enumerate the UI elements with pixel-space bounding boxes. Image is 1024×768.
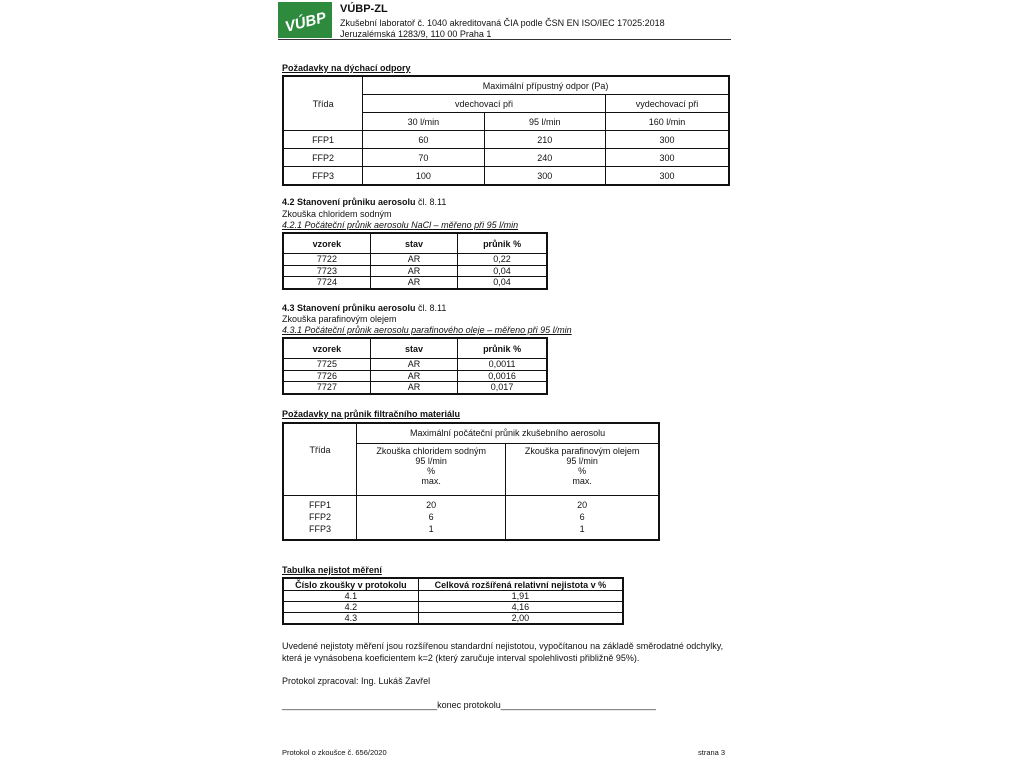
section-4-3-1-caption: 4.3.1 Počáteční průnik aerosolu parafinového oleje – měřeno při 95 l/min — [282, 325, 572, 335]
header-sample: vzorek — [283, 338, 370, 359]
table-row — [283, 359, 547, 371]
table-cell — [283, 113, 363, 131]
table-row — [283, 602, 623, 613]
header-nacl-test: Zkouška chloridem sodným 95 l/min % max. — [357, 443, 506, 495]
table-cell: 4.3 — [283, 613, 418, 625]
header-state: stav — [370, 233, 457, 254]
header-divider — [278, 39, 731, 40]
table-cell: 0,04 — [458, 277, 547, 289]
header-inhale: vdechovací při — [363, 95, 606, 113]
table-row — [283, 613, 623, 625]
header-flow-95: 95 l/min — [484, 113, 605, 131]
table-cell: 7725 — [283, 359, 370, 371]
table-row — [283, 443, 659, 495]
table-cell: 100 — [363, 167, 484, 186]
table-cell: AR — [370, 265, 457, 277]
uncertainty-note: Uvedené nejistoty měření jsou rozšířenou standardní nejistotou, vypočítanou na základě směrodatné odchylky, která je vynásobena koeficientem k=2 (který zaručuje interval spolehlivosti přibližně 95%). — [282, 641, 724, 663]
table-cell: AR — [370, 277, 457, 289]
table-row — [283, 338, 547, 359]
table-cell: FFP2 — [283, 149, 363, 167]
table-row — [283, 233, 547, 254]
table-cell: 7723 — [283, 265, 370, 277]
table-cell: 2,00 — [418, 613, 623, 625]
header-class: Třída — [283, 443, 357, 495]
header-test-number: Číslo zkoušky v protokolu — [283, 578, 418, 591]
table-row — [283, 495, 659, 510]
lab-address: Jeruzalémská 1283/9, 110 00 Praha 1 — [340, 29, 492, 39]
table-cell: 300 — [605, 149, 729, 167]
table-cell: 240 — [484, 149, 605, 167]
table-cell: 4,16 — [418, 602, 623, 613]
table-row — [283, 524, 659, 540]
paraffin-penetration-table — [282, 337, 548, 395]
table-cell: FFP1 — [283, 495, 357, 510]
table-cell: 0,017 — [458, 382, 547, 394]
table-cell: 70 — [363, 149, 484, 167]
table-cell: FFP3 — [283, 524, 357, 540]
header-sample: vzorek — [283, 233, 370, 254]
table-cell: 7724 — [283, 277, 370, 289]
table-cell: 7727 — [283, 382, 370, 394]
lab-name: VÚBP-ZL — [340, 3, 388, 15]
table-cell: 7726 — [283, 370, 370, 382]
header-class: Třída — [283, 95, 363, 113]
table-row — [283, 510, 659, 524]
table-cell: 7722 — [283, 254, 370, 266]
table-cell: 4.2 — [283, 602, 418, 613]
table-cell: 60 — [363, 131, 484, 149]
table-cell: 1 — [357, 524, 506, 540]
uncertainty-table — [282, 577, 624, 625]
end-of-protocol: _______________________________konec protokolu_______________________________ — [282, 700, 656, 710]
section-4-2-title: 4.2 Stanovení průniku aerosolu čl. 8.11 — [282, 197, 447, 207]
table-cell: 1 — [506, 524, 659, 540]
table-cell: 300 — [484, 167, 605, 186]
table-cell — [283, 76, 363, 95]
table-cell: 0,0011 — [458, 359, 547, 371]
table-row — [283, 382, 547, 394]
table-cell: 20 — [506, 495, 659, 510]
vubp-logo — [278, 2, 332, 38]
breath-resistance-title: Požadavky na dýchací odpory — [282, 63, 411, 73]
header-max-initial-penetration: Maximální počáteční průnik zkušebního aerosolu — [357, 423, 659, 443]
filter-requirements-table — [282, 422, 660, 541]
header-flow-30: 30 l/min — [363, 113, 484, 131]
footer-protocol-number: Protokol o zkoušce č. 656/2020 — [282, 748, 387, 757]
uncertainty-title: Tabulka nejistot měření — [282, 565, 382, 575]
table-cell — [283, 423, 357, 443]
table-cell: AR — [370, 370, 457, 382]
header-expanded-uncertainty: Celková rozšířená relativní nejistota v % — [418, 578, 623, 591]
footer-page-number: strana 3 — [698, 748, 726, 757]
filter-requirements-title: Požadavky na průnik filtračního materiálu — [282, 409, 461, 419]
table-cell: FFP3 — [283, 167, 363, 186]
table-cell: 6 — [357, 510, 506, 524]
header-exhale: vydechovací při — [605, 95, 729, 113]
table-row — [283, 76, 729, 95]
table-row — [283, 578, 623, 591]
table-row — [283, 265, 547, 277]
section-4-2-subtitle: Zkouška chloridem sodným — [282, 209, 392, 219]
table-cell: AR — [370, 359, 457, 371]
table-row — [283, 254, 547, 266]
table-row — [283, 423, 659, 443]
table-cell: 210 — [484, 131, 605, 149]
table-cell: 0,04 — [458, 265, 547, 277]
header-max-resistance: Maximální přípustný odpor (Pa) — [363, 76, 729, 95]
section-4-2-1-caption: 4.2.1 Počáteční průnik aerosolu NaCl – měřeno při 95 l/min — [282, 220, 519, 230]
nacl-penetration-table — [282, 232, 548, 290]
table-row — [283, 95, 729, 113]
table-cell: 300 — [605, 131, 729, 149]
table-cell: AR — [370, 254, 457, 266]
table-cell: 0,22 — [458, 254, 547, 266]
table-row — [283, 591, 623, 602]
header-flow-160: 160 l/min — [605, 113, 729, 131]
section-4-3-subtitle: Zkouška parafinovým olejem — [282, 314, 397, 324]
prepared-by: Protokol zpracoval: Ing. Lukáš Zavřel — [282, 676, 431, 686]
table-row — [283, 277, 547, 289]
header-penetration: průnik % — [458, 338, 547, 359]
table-cell: 4.1 — [283, 591, 418, 602]
header-state: stav — [370, 338, 457, 359]
table-cell: 0,0016 — [458, 370, 547, 382]
header-penetration: průnik % — [458, 233, 547, 254]
table-row — [283, 370, 547, 382]
table-row — [283, 113, 729, 131]
logo-text: VÚBP — [283, 9, 328, 36]
table-cell: 6 — [506, 510, 659, 524]
lab-accreditation: Zkušební laboratoř č. 1040 akreditovaná ČIA podle ČSN EN ISO/IEC 17025:2018 — [340, 18, 665, 28]
table-cell: FFP1 — [283, 131, 363, 149]
table-cell: 20 — [357, 495, 506, 510]
table-cell: FFP2 — [283, 510, 357, 524]
table-row — [283, 149, 729, 167]
table-cell: 300 — [605, 167, 729, 186]
table-row — [283, 131, 729, 149]
breath-resistance-table — [282, 75, 730, 186]
table-cell: AR — [370, 382, 457, 394]
table-row — [283, 167, 729, 186]
table-cell: 1,91 — [418, 591, 623, 602]
header-paraffin-test: Zkouška parafinovým olejem 95 l/min % max. — [506, 443, 659, 495]
section-4-3-title: 4.3 Stanovení průniku aerosolu čl. 8.11 — [282, 303, 447, 313]
